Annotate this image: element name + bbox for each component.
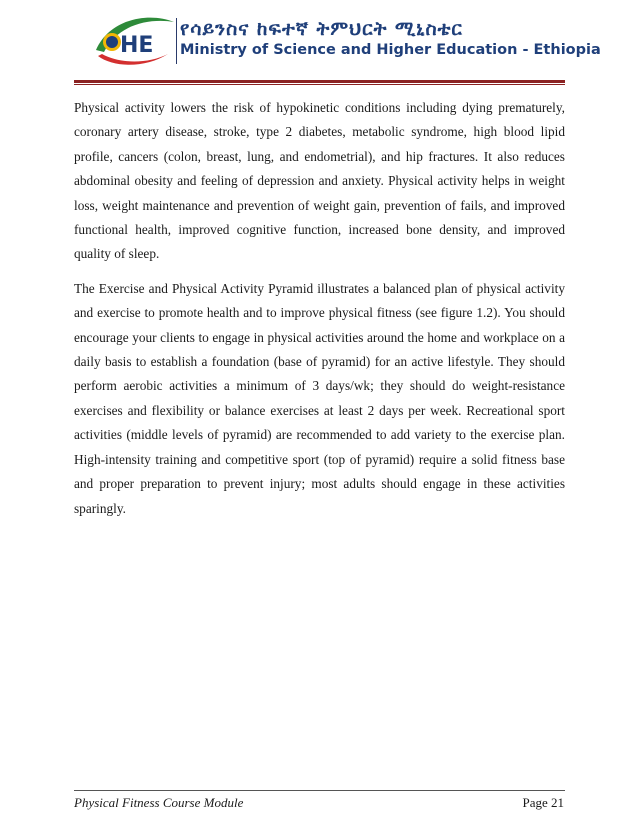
ministry-title-english: Ministry of Science and Higher Education - Ethiopia bbox=[180, 42, 601, 58]
header-rule bbox=[74, 80, 565, 83]
footer-rule bbox=[74, 790, 565, 791]
paragraph-activity-pyramid: The Exercise and Physical Activity Pyramid illustrates a balanced plan of physical activity and exercise to promote health and to improve physical fitness (see figure 1.2). You should encourage your clients to engage in physical activities around the home and workplace on a daily basis to establish a foundation (base of pyramid) for an active lifestyle. They should perform aerobic activities a minimum of 3 days/wk; they should do weight-resistance exercises and flexibility or balance exercises at least 2 days per week. Recreational sport activities (middle levels of pyramid) are recommended to add variety to the exercise plan. High-intensity training and competitive sport (top of pyramid) require a solid fitness base and proper preparation to prevent injury; most adults should engage in these activities sparingly. bbox=[74, 280, 565, 516]
footer-module-title: Physical Fitness Course Module bbox=[74, 795, 244, 810]
footer-page-number: Page 21 bbox=[522, 795, 564, 810]
ministry-logo bbox=[90, 10, 178, 70]
ministry-title-amharic: የሳይንስና ከፍተኛ ትምህርት ሚኒስቴር bbox=[180, 18, 463, 40]
header-rule-thin bbox=[74, 84, 565, 85]
logo-lettering: HE bbox=[120, 33, 154, 58]
header-divider bbox=[176, 18, 177, 64]
paragraph-physical-activity-benefits: Physical activity lowers the risk of hypokinetic conditions including dying prematurely, coronary artery disease, stroke, type 2 diabetes, metabolic syndrome, high blood lipid profile, cancers (colon, breast, lung, and endometrial), and hip fractures. It also reduces abdominal obesity and feeling of depression and anxiety. Physical activity helps in weight loss, weight maintenance and prevention of weight gain, prevention of fails, and improved functional health, improved cognitive function, increased bone density, and improved quality of sleep. bbox=[74, 100, 565, 262]
page-header bbox=[0, 0, 638, 84]
page-content bbox=[74, 96, 565, 531]
